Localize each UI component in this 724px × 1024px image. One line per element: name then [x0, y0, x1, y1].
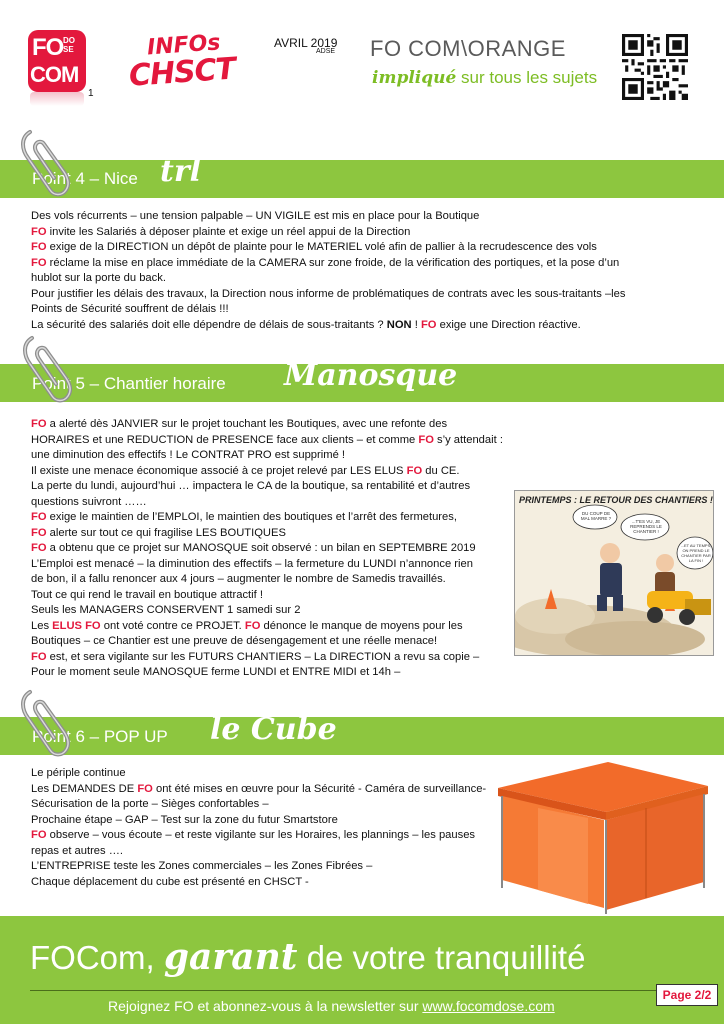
- body-line: [31, 256, 625, 272]
- text-run: Sécurisation de la porte – Sièges confortables –: [31, 798, 269, 810]
- text-run: est, et sera vigilante sur les FUTURS CHANTIERS – La DIRECTION a revu sa copie –: [46, 650, 480, 663]
- fo-highlight: FO: [31, 542, 47, 554]
- section-script-le-cube: le Cube: [210, 712, 337, 747]
- text-run: Le périple continue: [31, 767, 126, 779]
- text-run: hublot sur la porte du back.: [31, 272, 166, 284]
- section-title-point-6: Point 6 – POP UP: [32, 727, 168, 746]
- body-line: [31, 287, 625, 303]
- logo-com-text: COM: [30, 62, 79, 87]
- section-body-point-6: [31, 766, 486, 890]
- body-line: [31, 417, 503, 433]
- text-run: L’ENTREPRISE teste les Zones commerciales – les Zones Fibrées –: [31, 860, 373, 872]
- infos-chsct-title: INFOs CHSCT: [127, 30, 237, 94]
- text-run: !: [411, 318, 421, 331]
- fo-highlight: FO: [137, 782, 153, 795]
- adse-label: ADSE: [316, 48, 336, 55]
- issue-date: AVRIL 2019: [274, 36, 338, 50]
- text-run: Pour justifier les délais des travaux, la Direction nous informe de problématiques de contrats avec les sous-traitants –les: [31, 287, 626, 300]
- logo-fo-text: FO: [32, 34, 64, 61]
- text-run: Chaque déplacement du cube est présenté en CHSCT -: [31, 875, 309, 888]
- fo-highlight: FO: [31, 829, 47, 841]
- text-run: du CE.: [422, 464, 460, 477]
- text-run: Des vols récurrents – une tension palpable – UN VIGILE est mis en place pour la Boutique: [31, 210, 480, 222]
- fo-highlight: FO: [31, 256, 47, 269]
- cartoon-bubble-2: ...T'ES VU, JE REPRENDS LE CHANTIER !: [630, 519, 662, 534]
- text-run: réclame la mise en place immédiate de la CAMERA sur zone froide, de la vérification des portiques, et la pose d’un: [46, 256, 620, 269]
- body-line: [31, 510, 503, 526]
- fo-highlight: FO: [418, 433, 434, 446]
- footer-slogan: FOCom, garant de votre tranquillité: [30, 936, 586, 978]
- body-line: [31, 813, 486, 829]
- body-line: [31, 650, 503, 666]
- brand-tagline: impliqué sur tous les sujets: [372, 68, 598, 88]
- body-line: [31, 526, 503, 542]
- body-line: [31, 634, 503, 650]
- text-run: exige le maintien de l’EMPLOI, le maintien des boutiques et l’arrêt des fermetures,: [46, 511, 457, 523]
- cartoon-illustration: [514, 490, 714, 656]
- text-run: Prochaine étape – GAP – Test sur la zone du futur Smartstore: [31, 813, 338, 826]
- newsletter-link[interactable]: www.focomdose.com: [422, 998, 555, 1014]
- footer-newsletter: Rejoignez FO et abonnez-vous à la newsletter sur www.focomdose.com: [108, 998, 555, 1014]
- text-run: Les: [31, 619, 53, 632]
- body-line: [31, 588, 503, 604]
- text-run: Tout ce qui rend le travail en boutique attractif !: [31, 588, 263, 601]
- text-run: une diminution des effectifs ! Le CONTRAT PRO est supprimé !: [31, 449, 346, 461]
- text-run: Boutiques – ce Chantier est une preuve de désengagement et une réelle menace!: [31, 635, 438, 647]
- body-line: [31, 479, 503, 495]
- popup-tent-image: [478, 758, 718, 916]
- fo-highlight: ELUS FO: [52, 619, 101, 632]
- body-line: [31, 665, 503, 681]
- text-run: observe – vous écoute – et reste vigilante sur les Horaires, les plannings – les pauses: [46, 829, 476, 841]
- body-line: [31, 302, 625, 318]
- body-line: [31, 209, 625, 225]
- body-line: [31, 766, 486, 782]
- fo-highlight: FO: [31, 225, 47, 238]
- fo-highlight: FO: [406, 464, 423, 477]
- qr-code-icon[interactable]: [622, 34, 688, 100]
- fo-highlight: FO: [31, 526, 47, 539]
- body-line: [31, 225, 625, 241]
- page-badge: Page 2/2: [656, 984, 718, 1006]
- fo-highlight: FO: [420, 318, 437, 331]
- cartoon-bubble-3: ...ET AU TEMPS, ON PREND LE CHANTIER PAR LA FIN !: [680, 543, 712, 563]
- text-run: s’y attendait :: [433, 433, 503, 446]
- text-run: La sécurité des salariés doit elle dépendre de délais de sous-traitants ?: [31, 318, 387, 331]
- fo-highlight: FO: [31, 418, 47, 430]
- body-line: [31, 619, 503, 635]
- body-line: [31, 464, 503, 480]
- body-line: [31, 572, 503, 588]
- text-run: Points de Sécurité souffrent de délais !!!: [31, 303, 229, 315]
- text-run: exige une Direction réactive.: [436, 318, 581, 331]
- fo-highlight: FO: [31, 650, 47, 663]
- body-line: [31, 271, 625, 287]
- text-run: L’Emploi est menacé – la diminution des effectifs – la fermeture du LUNDI n’annonce rien: [31, 557, 473, 570]
- text-run: dénonce le manque de moyens pour les: [260, 619, 463, 632]
- body-line: [31, 541, 503, 557]
- section-script-manosque: Manosque: [284, 358, 458, 393]
- page-number-small: 1: [88, 88, 94, 99]
- brand-name: FO COM\ORANGE: [370, 36, 566, 61]
- text-run: Il existe une menace économique associé à ce projet relevé par LES ELUS: [31, 464, 407, 477]
- fo-com-logo: [28, 30, 88, 106]
- body-line: [31, 797, 486, 813]
- section-body-point-4: [31, 209, 625, 333]
- text-run: Les DEMANDES DE: [31, 782, 138, 795]
- text-run: Pour le moment seule MANOSQUE ferme LUNDI et ENTRE MIDI et 14h –: [31, 666, 401, 678]
- section-title-point-5: Point 5 – Chantier horaire: [32, 374, 226, 393]
- paperclip-icon: [16, 684, 76, 760]
- text-run: NON: [386, 318, 412, 331]
- body-line: [31, 875, 486, 891]
- logo-dose-text: DO SE: [63, 36, 75, 54]
- text-run: HORAIRES et une REDUCTION de PRESENCE face aux clients – et comme: [31, 433, 419, 446]
- body-line: [31, 448, 503, 464]
- text-run: La perte du lundi, aujourd’hui … impactera le CA de la boutique, sa rentabilité et d’autres: [31, 480, 471, 492]
- body-line: [31, 495, 503, 511]
- text-run: a alerté dès JANVIER sur le projet touchant les Boutiques, avec une refonte des: [46, 418, 448, 430]
- text-run: ont été mises en œuvre pour la Sécurité - Caméra de surveillance-: [152, 782, 487, 795]
- fo-highlight: FO: [244, 619, 261, 632]
- body-line: [31, 828, 486, 844]
- section-title-point-4: Point 4 – Nice: [32, 169, 138, 188]
- text-run: de bon, il a fallu renoncer aux 4 jours – augmenter le nombre de Samedis travaillés.: [31, 573, 446, 585]
- cartoon-bubble-1: DU COUP DE MAL MARRE ?: [580, 511, 612, 521]
- paperclip-icon: [18, 330, 78, 406]
- text-run: alerte sur tout ce qui fragilise LES BOUTIQUES: [46, 526, 286, 539]
- body-line: [31, 557, 503, 573]
- text-run: repas et autres ….: [31, 844, 124, 857]
- body-line: [31, 844, 486, 860]
- paperclip-icon: [16, 124, 76, 200]
- text-run: ont voté contre ce PROJET.: [100, 619, 245, 632]
- cartoon-caption: PRINTEMPS : LE RETOUR DES CHANTIERS !: [519, 495, 713, 505]
- body-line: [31, 603, 503, 619]
- body-line: [31, 859, 486, 875]
- body-line: [31, 240, 625, 256]
- body-line: [31, 433, 503, 449]
- text-run: questions suivront ……: [31, 495, 147, 508]
- text-run: a obtenu que ce projet sur MANOSQUE soit observé : un bilan en SEPTEMBRE 2019: [46, 542, 476, 554]
- section-body-point-5: [31, 417, 503, 681]
- text-run: invite les Salariés à déposer plainte et exige un réel appui de la Direction: [46, 225, 411, 238]
- fo-highlight: FO: [31, 511, 47, 523]
- section-script-nice-trl: trl: [160, 154, 202, 189]
- text-run: Seuls les MANAGERS CONSERVENT 1 samedi sur 2: [31, 604, 301, 616]
- text-run: exige de la DIRECTION un dépôt de plainte pour le MATERIEL volé afin de pallier à la recrudescence des vols: [46, 241, 597, 253]
- footer-divider: [30, 990, 690, 991]
- body-line: [31, 318, 625, 334]
- body-line: [31, 782, 486, 798]
- fo-highlight: FO: [31, 241, 47, 253]
